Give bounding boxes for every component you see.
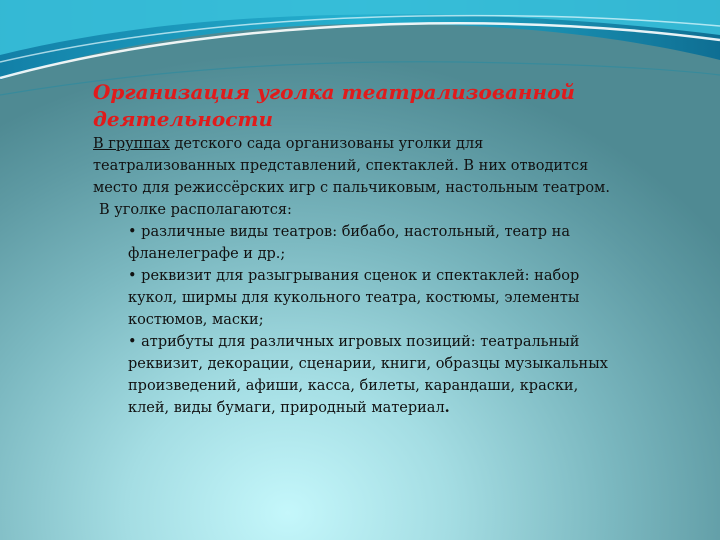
corner-items-list: [93, 221, 623, 419]
intro-paragraph: [93, 133, 623, 199]
intro-underlined-text: В группах: [93, 136, 170, 152]
slide-title: [93, 79, 623, 133]
list-item: [128, 331, 623, 419]
final-period: .: [444, 399, 450, 416]
title-line-1: Организация уголка театрализованной: [93, 80, 575, 104]
corner-lead-text: В уголке располагаются:: [99, 202, 292, 218]
slide-content: [93, 79, 623, 419]
list-item: • реквизит для разыгрывания сценок и спектаклей: набор кукол, ширмы для кукольного театра, костюмы, элементы костюмов, маски;: [128, 268, 580, 328]
intro-text: детского сада организованы уголки для театрализованных представлений, спектаклей. В них отводится место для режиссёрских игр с пальчиковым, настольным театром.: [93, 136, 610, 196]
list-item-text: • атрибуты для различных игровых позиций: театральный реквизит, декорации, сценарии, книги, образцы музыкальных произведений, афиши, касса, билеты, карандаши, краски, клей, виды бумаги, природный материал: [128, 334, 608, 416]
list-item: • различные виды театров: бибабо, настольный, театр на фланелеграфе и др.;: [128, 224, 570, 262]
title-line-2: деятельности: [93, 107, 274, 131]
